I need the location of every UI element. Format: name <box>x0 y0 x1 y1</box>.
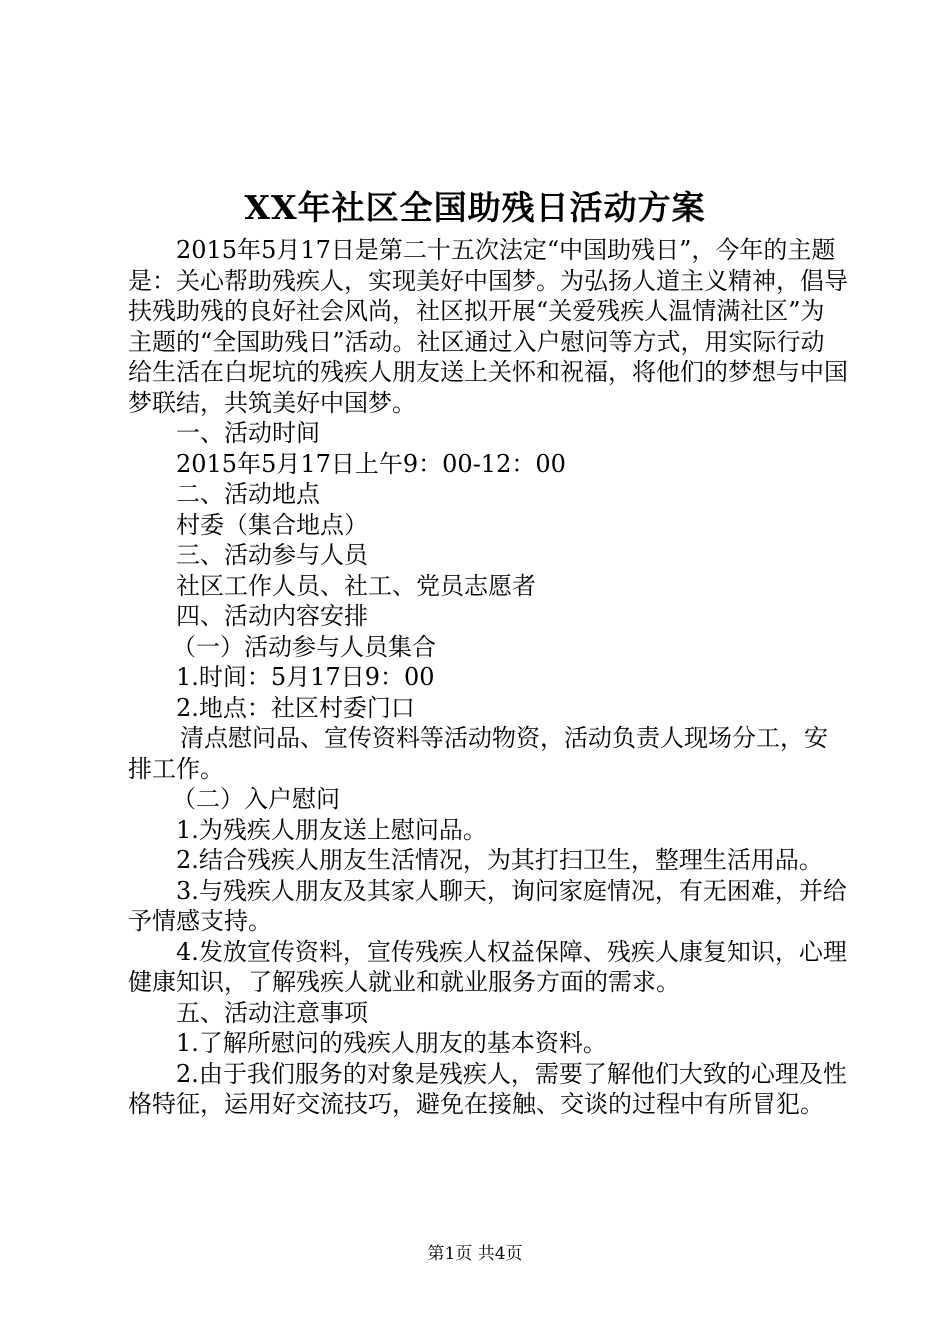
visit-item-2: 2.结合残疾人朋友生活情况，为其打扫卫生，整理生活用品。 <box>176 846 823 874</box>
section-heading-participants: 三、活动参与人员 <box>176 541 368 569</box>
visit-item-4: 4.发放宣传资料，宣传残疾人权益保障、残疾人康复知识，心理健康知识，了解残疾人就业和就业服务方面的需求。 <box>128 937 847 996</box>
subsection-heading-visits: （二）入户慰问 <box>172 785 340 813</box>
assembly-location: 2.地点：社区村委门口 <box>176 693 415 722</box>
assembly-tasks: 清点慰问品、宣传资料等活动物资，活动负责人现场分工，安排工作。 <box>128 724 828 783</box>
visit-item-3: 3.与残疾人朋友及其家人聊天，询问家庭情况，有无困难，并给予情感支持。 <box>128 876 847 935</box>
page-number-footer: 第1页 共4页 <box>427 1244 523 1264</box>
assembly-time: 1.时间：5月17日9：00 <box>176 663 435 691</box>
activity-participants: 社区工作人员、社工、党员志愿者 <box>176 571 536 600</box>
section-heading-time: 一、活动时间 <box>176 419 320 447</box>
subsection-heading-assembly: （一）活动参与人员集合 <box>172 632 436 661</box>
section-heading-notes: 五、活动注意事项 <box>176 998 368 1027</box>
activity-location: 村委（集合地点） <box>176 510 368 539</box>
intro-paragraph: 2015年5月17日是第二十五次法定“中国助残日”，今年的主题是：关心帮助残疾人，实现美好中国梦。为弘扬人道主义精神，倡导扶残助残的良好社会风尚，社区拟开展“关爱残疾人温情满社区”为主题的“全国助残日”活动。社区通过入户慰问等方式，用实际行动给生活在白坭坑的残疾人朋友送上关怀和祝福，将他们的梦想与中国梦联结，共筑美好中国梦。 <box>128 236 848 417</box>
activity-time: 2015年5月17日上午9：00-12：00 <box>176 449 566 478</box>
visit-item-1: 1.为残疾人朋友送上慰问品。 <box>176 815 487 844</box>
section-heading-location: 二、活动地点 <box>176 480 320 508</box>
note-item-1: 1.了解所慰问的残疾人朋友的基本资料。 <box>176 1029 607 1057</box>
section-heading-content: 四、活动内容安排 <box>176 602 368 630</box>
document-title: XX年社区全国助残日活动方案 <box>244 188 706 227</box>
note-item-2: 2.由于我们服务的对象是残疾人，需要了解他们大致的心理及性格特征，运用好交流技巧，避免在接触、交谈的过程中有所冒犯。 <box>128 1059 847 1118</box>
document-body <box>128 235 848 1120</box>
